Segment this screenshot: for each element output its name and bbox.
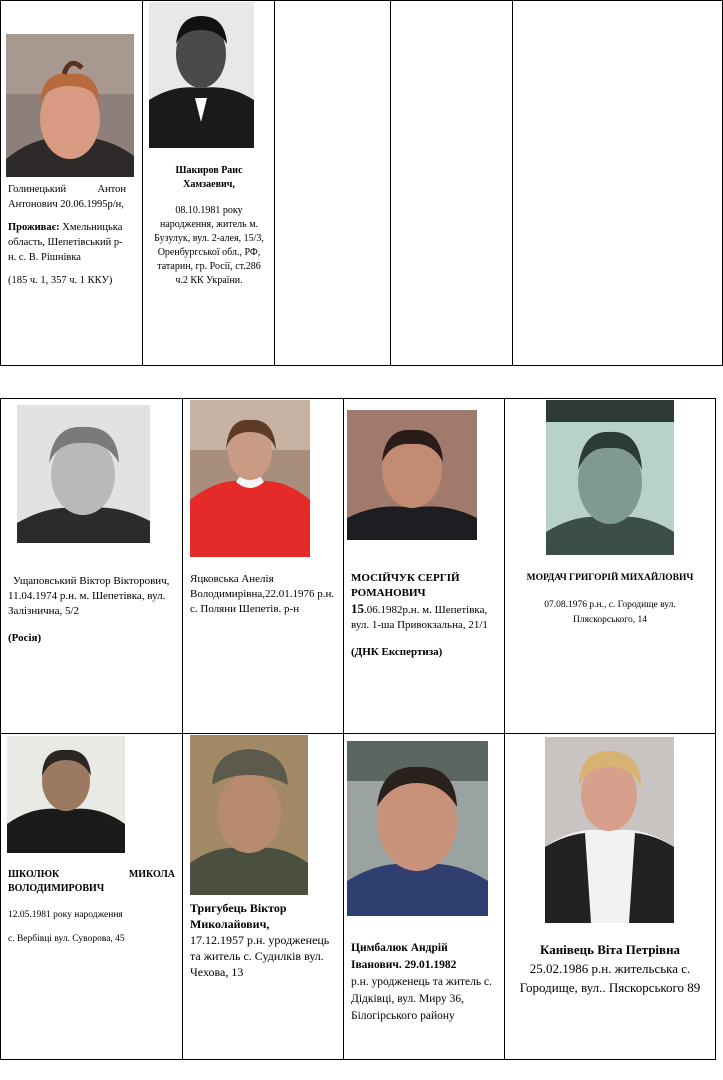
person-name: Голинецький Антон (8, 184, 126, 195)
person-address: с. Вербівці вул. Суворова, 45 (8, 934, 125, 944)
person-photo (190, 400, 310, 557)
patronymic: ВОЛОДИМИРОВИЧ (8, 883, 105, 894)
person-residence (8, 220, 126, 265)
person-photo (17, 405, 150, 543)
surname: ШКОЛЮК (8, 869, 60, 880)
person-photo (7, 736, 125, 853)
person-details (351, 601, 499, 633)
person-name: Канівець Віта Петрівна (539, 942, 681, 957)
person-note: (ДНК Експертиза) (351, 646, 443, 658)
person-photo (347, 741, 488, 916)
person-photo (546, 400, 674, 555)
residence-label: Проживає: (8, 222, 60, 233)
person-photo (190, 735, 308, 895)
person-details: р.н. уродженець та житель с. Дідківці, вул. Миру 36, Білогірського району (351, 976, 492, 1022)
person-name: МОСІЙЧУК СЕРГІЙ РОМАНОВИЧ (351, 572, 460, 599)
residence-text: Хмельницька область, Шепетівський р-н. с. В. Рішнівка (8, 222, 123, 263)
person-name: Шакиров Раис Хамзаевич, (175, 165, 243, 190)
person-name: Цимбалюк Андрій Іванович. 29.01.1982 (351, 942, 457, 971)
person-photo (347, 410, 477, 540)
person-note: (Росія) (8, 632, 42, 644)
person-details: 12.05.1981 року народження (8, 910, 123, 920)
table1-cell-5 (512, 0, 723, 366)
person-details: 08.10.1981 року народження, житель м. Бузулук, вул. 2-алея, 15/3, Оренбургської обл., РФ, татарин, гр. Росії, ст.286 ч.2 КК України. (154, 205, 264, 286)
table1-cell-4 (390, 0, 513, 366)
table1-cell-3 (274, 0, 391, 366)
person-details: 25.02.1986 р.н. жительська с. Городище, вул.. Пяскорського 89 (519, 961, 701, 995)
person-details: Яцковська Анелія Володимирівна,22.01.1976 р.н. с. Поляни Шепетів. р-н (190, 573, 335, 615)
person-birth: Антонович 20.06.1995р/н, (8, 199, 124, 210)
person-photo (545, 737, 674, 923)
person-article: (185 ч. 1, 357 ч. 1 ККУ) (8, 275, 113, 286)
birth-rest: .06.1982р.н. м. Шепетівка, вул. 1-ша Привокзальна, 21/1 (351, 604, 488, 631)
person-details: 17.12.1957 р.н. уродженець та житель с. Судилків вул. Чехова, 13 (190, 933, 330, 979)
person-details: 07.08.1976 р.н., с. Городище вул. Пляскорського, 14 (544, 600, 676, 625)
person-name: Тригубець Віктор Миколайович, (190, 901, 287, 931)
first-name: МИКОЛА (128, 869, 175, 880)
person-photo (6, 34, 134, 177)
person-details: Ущаповський Віктор Вікторович, 11.04.1974 р.н. м. Шепетівка, вул. Залізнична, 5/2 (8, 575, 170, 617)
birth-day: 15 (351, 601, 364, 616)
person-photo (149, 2, 254, 148)
person-name (8, 868, 175, 882)
person-name: МОРДАЧ ГРИГОРІЙ МИХАЙЛОВИЧ (526, 573, 694, 583)
